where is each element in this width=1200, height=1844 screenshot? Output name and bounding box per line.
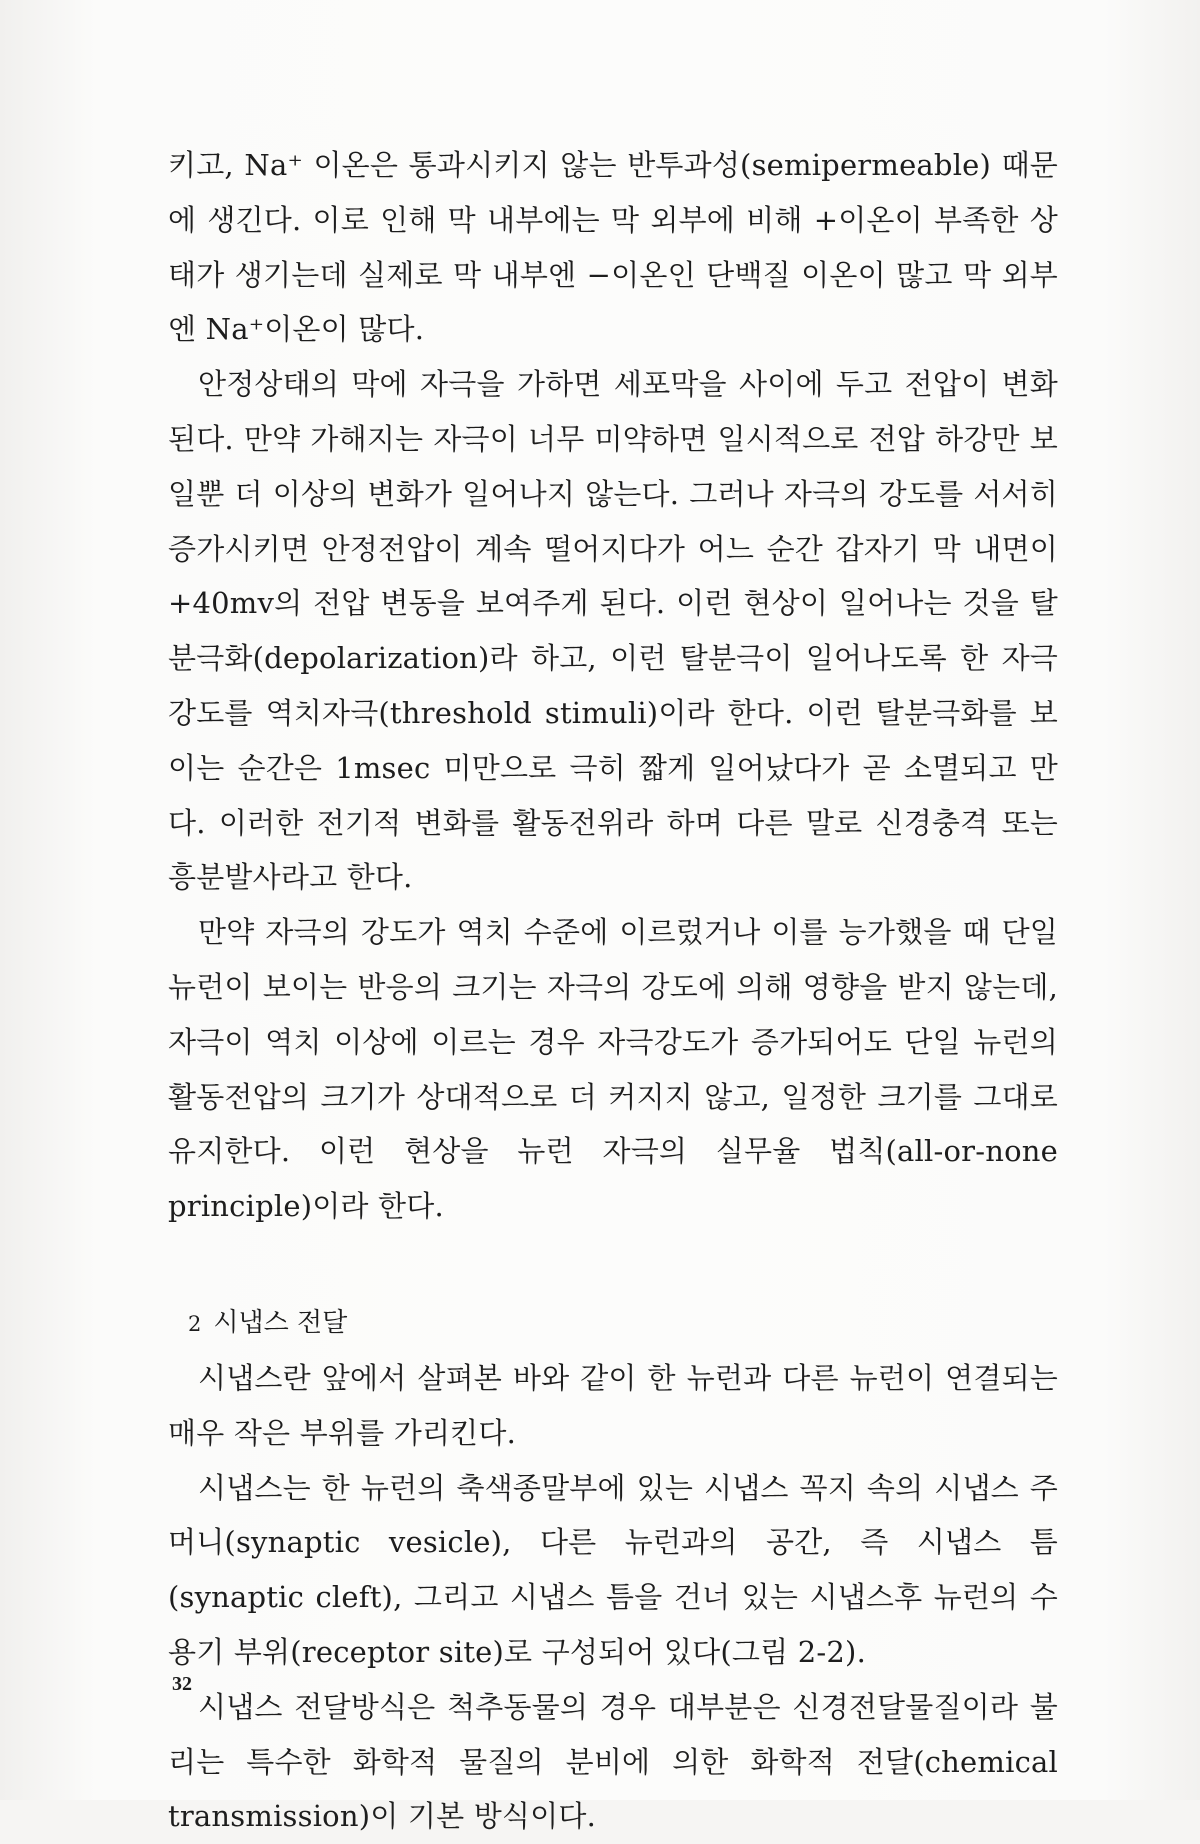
section-title: 시냅스 전달 xyxy=(213,1307,348,1338)
section-number: 2 xyxy=(188,1311,202,1336)
paragraph-synapse-definition: 시냅스란 앞에서 살펴본 바와 같이 한 뉴런과 다른 뉴런이 연결되는 매우 작은 부위를 가리킨다. xyxy=(168,1360,1058,1450)
paragraph-synapse-transmission: 시냅스 전달방식은 척추동물의 경우 대부분은 신경전달물질이라 불리는 특수한 화학적 물질의 분비에 의한 화학적 전달(chemical transmission)이 기본 방식이다. xyxy=(168,1689,1058,1834)
page-number: 32 xyxy=(172,1673,192,1695)
paragraph-synapse-structure: 시냅스는 한 뉴런의 축색종말부에 있는 시냅스 꼭지 속의 시냅스 주머니(synaptic vesicle), 다른 뉴런과의 공간, 즉 시냅스 틈(synaptic cleft), 그리고 시냅스 틈을 건너 있는 시냅스후 뉴런의 수용기 부위(receptor site)로 구성되어 있다(그림 2-2). xyxy=(168,1470,1058,1669)
paragraph-all-or-none: 만약 자극의 강도가 역치 수준에 이르렀거나 이를 능가했을 때 단일 뉴런이 보이는 반응의 크기는 자극의 강도에 의해 영향을 받지 않는데, 자극이 역치 이상에 이르는 경우 자극강도가 증가되어도 단일 뉴런의 활동전압의 크기가 상대적으로 더 커지지 않고, 일정한 크기를 그대로 유지한다. 이런 현상을 뉴런 자극의 실무율 법칙(all-or-none principle)이라 한다. xyxy=(168,915,1058,1224)
paragraph-continuation: 키고, Na⁺ 이온은 통과시키지 않는 반투과성(semipermeable) 때문에 생긴다. 이로 인해 막 내부에는 막 외부에 비해 +이온이 부족한 상태가 생기는데 실제로 막 내부엔 −이온인 단백질 이온이 많고 막 외부엔 Na⁺이온이 많다. xyxy=(168,148,1058,347)
page-body xyxy=(168,138,1058,1844)
section-heading xyxy=(188,1296,1058,1351)
paragraph-depolarization: 안정상태의 막에 자극을 가하면 세포막을 사이에 두고 전압이 변화된다. 만약 가해지는 자극이 너무 미약하면 일시적으로 전압 하강만 보일뿐 더 이상의 변화가 일어나지 않는다. 그러나 자극의 강도를 서서히 증가시키면 안정전압이 계속 떨어지다가 어느 순간 갑자기 막 내면이 +40mv의 전압 변동을 보여주게 된다. 이런 현상이 일어나는 것을 탈분극화(depolarization)라 하고, 이런 탈분극이 일어나도록 한 자극 강도를 역치자극(threshold stimuli)이라 한다. 이런 탈분극화를 보이는 순간은 1msec 미만으로 극히 짧게 일어났다가 곧 소멸되고 만다. 이러한 전기적 변화를 활동전위라 하며 다른 말로 신경충격 또는 흥분발사라고 한다. xyxy=(168,367,1058,895)
